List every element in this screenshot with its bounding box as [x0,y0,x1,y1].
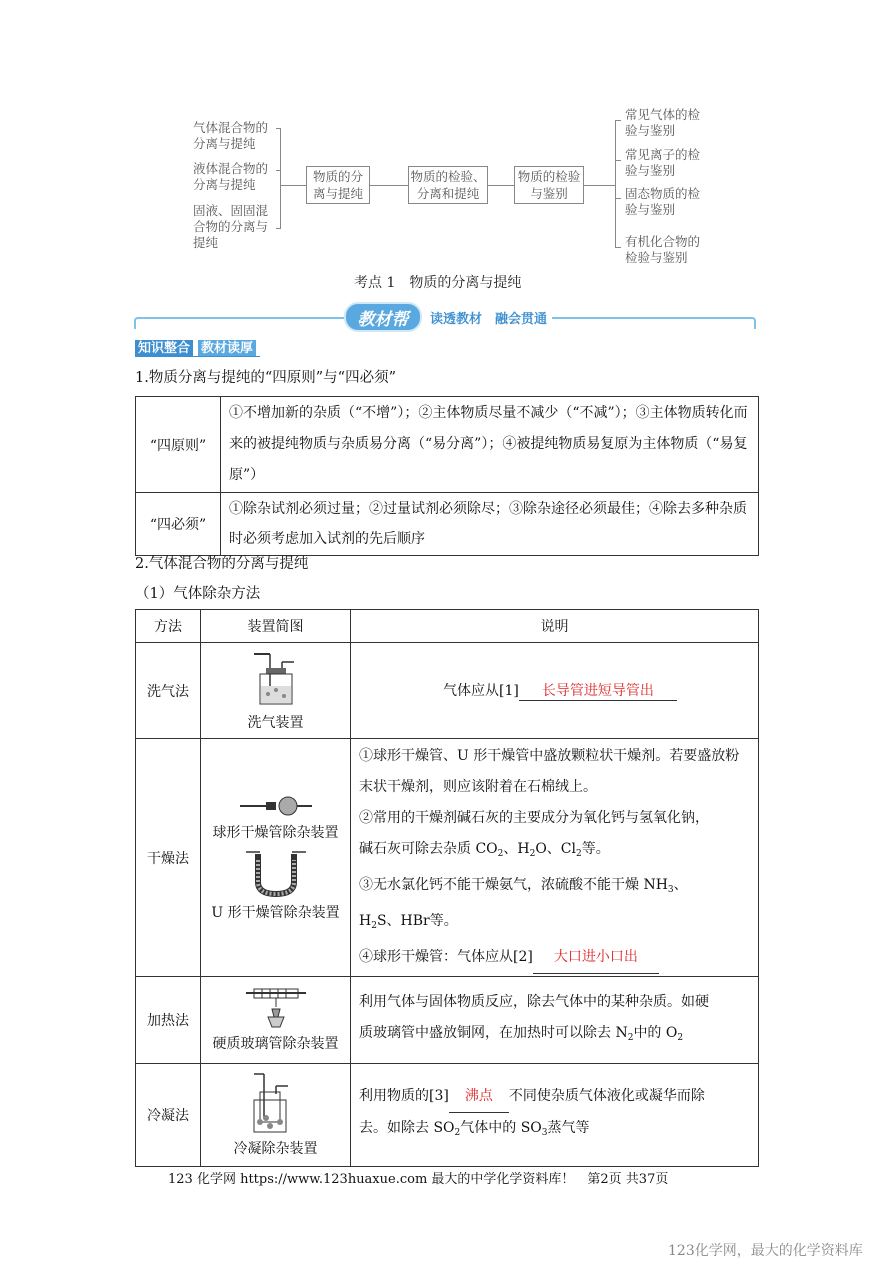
heat-line-2: 质玻璃管中盛放铜网，在加热时可以除去 $N_2$中的 $O_2$ [359,1024,684,1043]
tree-left-1: 气体混合物的分离与提纯 [193,120,269,151]
condense-line-1: 利用物质的[3] 沸点 不同使杂质气体液化或凝华而除 [359,1081,750,1113]
kaodian-title: 考点 1 物质的分离与提纯 [354,275,522,291]
tree-right-3: 固态物质的检验与鉴别 [625,186,701,217]
page-footer: 123 化学网 https://www.123huaxue.com 最大的中学化学资料库！ 第2页 共37页 [168,1172,669,1187]
tree-box-center: 物质的检验、分离和提纯 [408,166,488,204]
header-apparatus: 装置简图 [201,610,351,643]
wash-caption: 洗气装置 [247,715,304,731]
tree-box-separation: 物质的分离与提纯 [306,166,370,204]
answer-1: 长导管进短导管出 [519,680,677,701]
dry-line-4: ③无水氯化钙不能干燥氨气，浓硫酸不能干燥 $NH_3$、 [359,877,688,895]
tree-box-identification: 物质的检验与鉴别 [514,166,584,204]
dry-line-2: ②常用的干燥剂碱石灰的主要成分为氧化钙与氢氧化钠， [359,810,709,826]
method-wash: 洗气法 [136,643,201,739]
gas-removal-table [135,609,759,1167]
condense-explanation [351,1064,759,1167]
dry-line-6: ④球形干燥管：气体应从[2] 大口进小口出 [359,942,750,974]
principles-table [135,396,759,556]
tree-left-2: 液体混合物的分离与提纯 [193,161,269,192]
section-2-heading: 2.气体混合物的分离与提纯 [135,556,309,572]
method-heat: 加热法 [136,977,201,1064]
header-explanation: 说明 [351,610,759,643]
dry-line-3: 碱石灰可除去杂质 $CO_2$、$H_2O$、$Cl_2$等。 [359,841,610,859]
condense-caption: 冷凝除杂装置 [233,1141,318,1157]
dry-caption-1: 球形干燥管除杂装置 [212,824,339,841]
watermark: 123化学网，最大的化学资料库 [668,1243,863,1259]
condense-apparatus-cell [201,1064,351,1167]
tree-right-2: 常见离子的检验与鉴别 [625,147,701,178]
banner-sub: 读透教材 融会贯通 [430,312,548,327]
dry-explanation [351,739,759,977]
condense-line-2: 去。如除去 $SO_2$气体中的 $SO_3$蒸气等 [359,1120,590,1138]
answer-3: 沸点 [449,1081,509,1113]
tree-right-4: 有机化合物的检验与鉴别 [625,234,701,265]
wash-bottle-icon [246,650,306,708]
method-dry: 干燥法 [136,739,201,977]
heat-line-1: 利用气体与固体物质反应，除去气体中的某种杂质。如硬 [359,993,709,1010]
cold-trap-icon [250,1072,302,1134]
wash-apparatus-cell [201,643,351,739]
heat-apparatus-cell [201,977,351,1064]
section-1-heading: 1.物质分离与提纯的“四原则”与“四必须” [135,370,396,386]
header-method: 方法 [136,610,201,643]
dry-apparatus-cell [201,739,351,977]
glass-tube-burner-icon [244,987,308,1029]
tree-right-1: 常见气体的检验与鉴别 [625,107,701,138]
dry-line-5: $H_2S$、HBr等。 [359,913,458,931]
tag-jiaocai: 教材读厚 [198,340,256,357]
principles-label-2: “四必须” [136,493,221,556]
answer-2: 大口进小口出 [533,942,659,974]
banner-title: 教材帮 [357,309,409,330]
method-condense: 冷凝法 [136,1064,201,1167]
wash-text: 气体应从[1] [443,683,519,699]
heat-caption: 硬质玻璃管除杂装置 [212,1036,339,1052]
tree-left-3: 固液、固固混合物的分离与提纯 [193,203,269,250]
principles-text-1: ①不增加新的杂质（“不增”）；②主体物质尽量不减少（“不减”）；③主体物质转化而来的被提纯物质与杂质易分离（“易分离”）；④被提纯物质易复原为主体物质（“易复原”） [221,397,759,493]
heat-explanation [351,977,759,1064]
dry-line-1: ①球形干燥管、U 形干燥管中盛放颗粒状干燥剂。若要盛放粉末状干燥剂，则应该附着在石棉绒上。 [359,748,740,795]
ball-drying-tube-icon [236,794,316,818]
u-tube-icon [244,848,308,898]
principles-text-2: ①除杂试剂必须过量；②过量试剂必须除尽；③除杂途径必须最佳；④除去多种杂质时必须考虑加入试剂的先后顺序 [221,493,759,556]
section-2-sub: （1）气体除杂方法 [135,586,261,602]
principles-label-1: “四原则” [136,397,221,493]
tag-zhishi: 知识整合 [135,340,193,357]
dry-caption-2: U 形干燥管除杂装置 [211,904,340,921]
